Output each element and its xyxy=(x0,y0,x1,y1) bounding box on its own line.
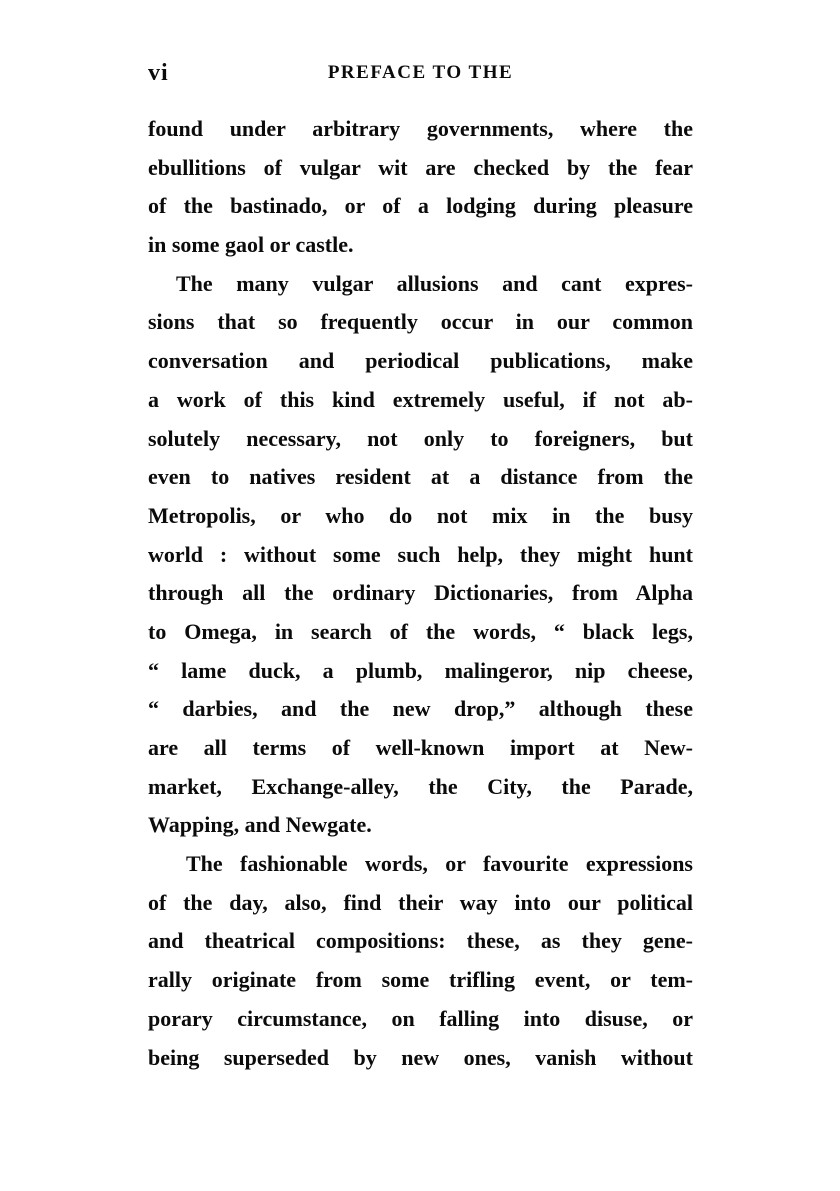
text-line: of the day, also, find their way into our political xyxy=(148,889,693,915)
text-line: The many vulgar allusions and cant expres- xyxy=(176,270,693,296)
running-title: PREFACE TO THE xyxy=(327,62,514,83)
text-line: to Omega, in search of the words, “ black legs, xyxy=(148,618,693,644)
text-line: The fashionable words, or favourite expressions xyxy=(186,851,693,877)
text-line: ebullitions of vulgar wit are checked by the fear xyxy=(148,154,693,180)
text-line: a work of this kind extremely useful, if not ab- xyxy=(148,386,693,412)
text-line: of the bastinado, or of a lodging during pleasure xyxy=(148,193,693,219)
text-line: found under arbitrary governments, where the xyxy=(148,116,693,141)
text-line: conversation and periodical publications, make xyxy=(148,348,693,374)
text-line: even to natives resident at a distance from the xyxy=(148,464,693,490)
page-number: vi xyxy=(148,60,169,86)
text-line: Metropolis, or who do not mix in the busy xyxy=(148,502,693,528)
text-line: world : without some such help, they might hunt xyxy=(148,541,693,567)
text-line: market, Exchange-alley, the City, the Parade, xyxy=(148,773,693,799)
body-text xyxy=(148,110,693,1077)
running-head xyxy=(148,56,693,92)
text-line: through all the ordinary Dictionaries, from Alpha xyxy=(148,580,693,606)
text-line: in some gaol or castle. xyxy=(148,232,354,258)
text-line: “ darbies, and the new drop,” although these xyxy=(148,696,693,722)
paragraph-1 xyxy=(148,110,693,265)
text-line: solutely necessary, not only to foreigners, but xyxy=(148,425,693,451)
text-line: are all terms of well-known import at New- xyxy=(148,735,693,760)
text-line: Wapping, and Newgate. xyxy=(148,812,372,838)
text-line: porary circumstance, on falling into disuse, or xyxy=(148,1005,693,1031)
paragraph-3 xyxy=(148,845,693,1077)
text-line: “ lame duck, a plumb, malingeror, nip cheese, xyxy=(148,657,693,683)
text-line: and theatrical compositions: these, as they gene- xyxy=(148,928,693,954)
paragraph-2 xyxy=(148,265,693,845)
text-line: being superseded by new ones, vanish without xyxy=(148,1044,693,1070)
text-line: sions that so frequently occur in our common xyxy=(148,309,693,335)
text-line: rally originate from some trifling event, or tem- xyxy=(148,967,693,993)
